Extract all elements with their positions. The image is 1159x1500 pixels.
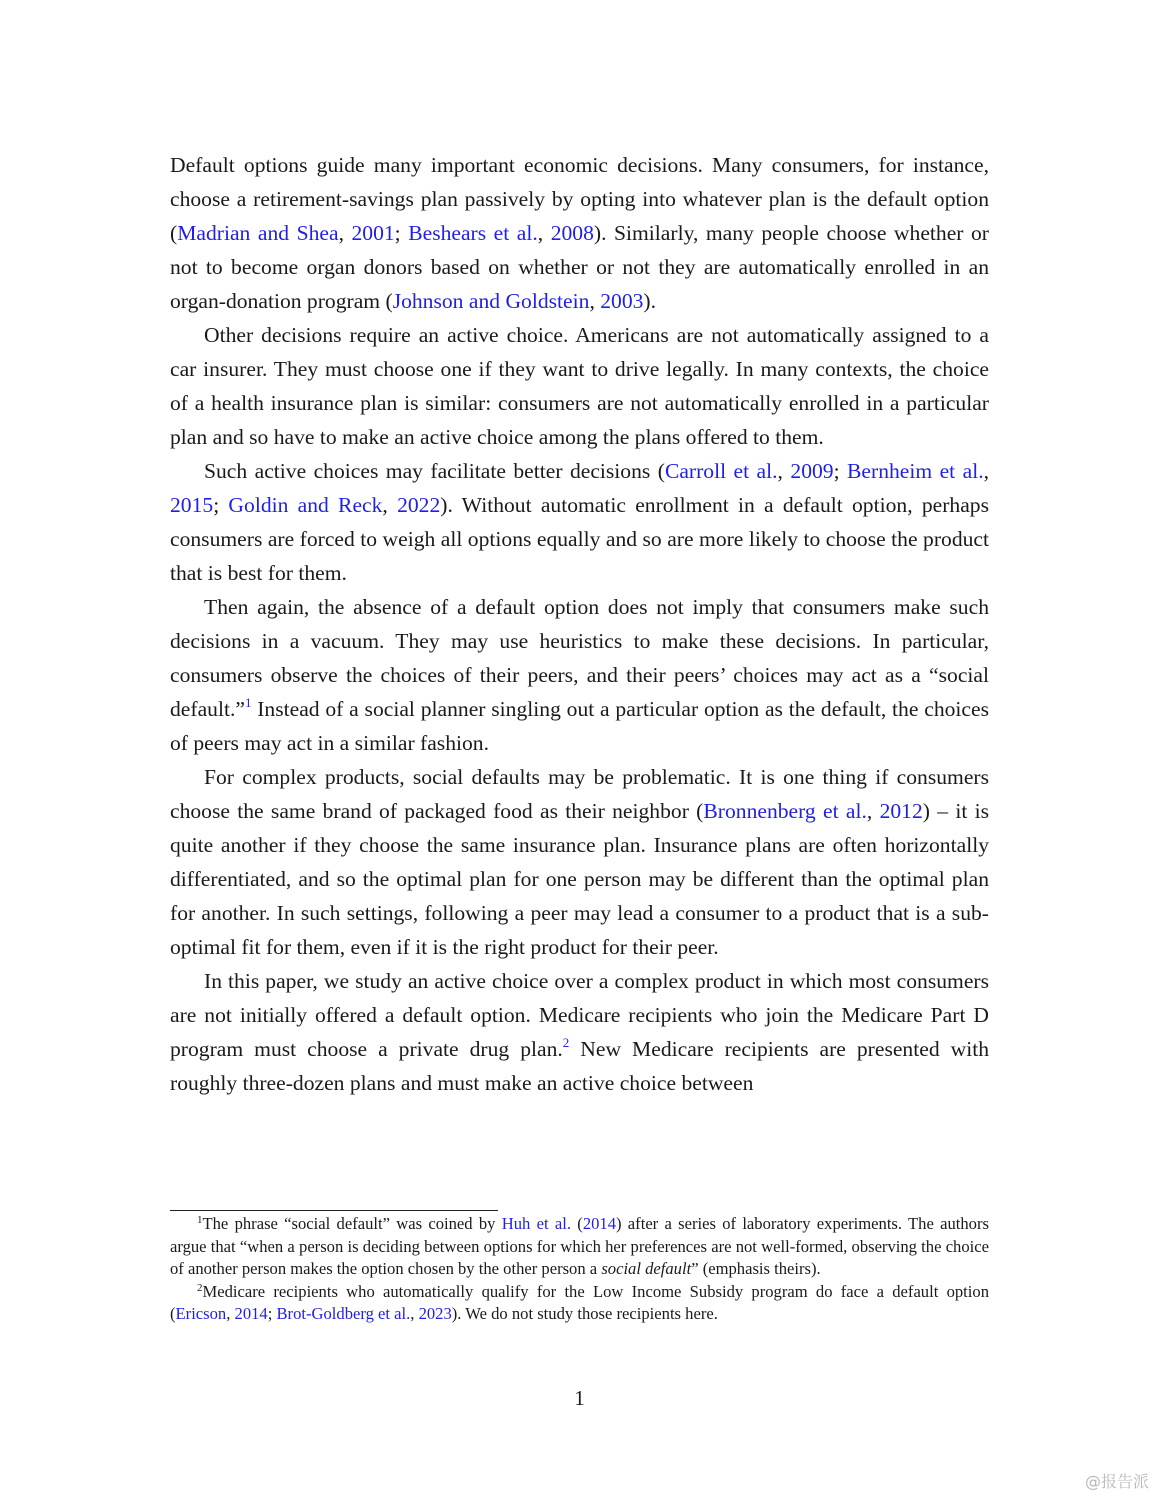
page-number: 1 xyxy=(574,1386,585,1410)
citation-link[interactable]: Madrian and Shea xyxy=(177,221,339,245)
citation-link[interactable]: Bronnenberg et al. xyxy=(703,799,867,823)
main-text xyxy=(170,148,989,1100)
citation-link[interactable]: 2014 xyxy=(234,1304,268,1324)
paragraph-2: Other decisions require an active choice. Americans are not automatically assigned to a car insurer. They must choose one if they want to drive legally. In many contexts, the choice of a health insurance plan is similar: consumers are not automatically enrolled in a particular plan and so have to make an active choice among the plans offered to them. xyxy=(170,323,989,449)
citation-link[interactable]: 2022 xyxy=(397,493,441,517)
citation-link[interactable]: Brot-Goldberg et al. xyxy=(276,1304,411,1324)
footnote-number: 1 xyxy=(197,1214,203,1226)
footnote-2: $^2$Medicare recipients who automatically qualify for the Low Income Subsidy program do face a default option (Ericson, 2014; Brot-Goldberg et al., 2023). We do not study those recipients here. xyxy=(170,1281,989,1324)
citation-link[interactable]: 2009 xyxy=(790,459,834,483)
citation-link[interactable]: 2015 xyxy=(170,493,214,517)
citation-link[interactable]: Goldin and Reck xyxy=(228,493,383,517)
citation-link[interactable]: Bernheim et al. xyxy=(847,459,984,483)
footnote-number: 2 xyxy=(197,1281,203,1294)
footnote-marker[interactable]: 1 xyxy=(244,695,252,710)
citation-link[interactable]: 2003 xyxy=(600,289,644,313)
footnotes xyxy=(170,1213,989,1326)
paragraph-1: Default options guide many important economic decisions. Many consumers, for instance, choose a retirement-savings plan passively by opting into whatever plan is the default option (Madrian and Shea, 2001; Beshears et al., 2008). Similarly, many people choose whether or not to become organ donors based on whether or not they are automatically enrolled in an organ-donation program (Johnson and Goldstein, 2003). xyxy=(170,153,989,313)
citation-link[interactable]: Huh et al. xyxy=(501,1214,571,1233)
citation-link[interactable]: Johnson and Goldstein xyxy=(392,289,590,313)
citation-link[interactable]: 2008 xyxy=(550,221,594,245)
citation-link[interactable]: 2001 xyxy=(351,221,395,245)
citation-link[interactable]: 2014 xyxy=(582,1214,616,1233)
watermark: @报告派 xyxy=(1084,1472,1149,1491)
footnote-marker[interactable]: 2 xyxy=(562,1035,570,1050)
citation-link[interactable]: Carroll et al. xyxy=(664,459,778,483)
paragraph-3: Such active choices may facilitate better decisions (Carroll et al., 2009; Bernheim et al., 2015; Goldin and Reck, 2022). Without automatic enrollment in a default option, perhaps consumers are forced to weigh all options equally and so are more likely to choose the product that is best for them. xyxy=(170,459,990,585)
paragraph-5: For complex products, social defaults may be problematic. It is one thing if consumers choose the same brand of packaged food as their neighbor (Bronnenberg et al., 2012) – it is quite another if they choose the same insurance plan. Insurance plans are often horizontally differentiated, and so the optimal plan for one person may be different than the optimal plan for another. In such settings, following a peer may lead a consumer to a product that is a sub-optimal fit for them, even if it is the right product for their peer. xyxy=(170,765,990,959)
paragraph-6: In this paper, we study an active choice over a complex product in which most consumers are not initially offered a default option. Medicare recipients who join the Medicare Part D program must choose a private drug plan.$^2$ New Medicare recipients are presented with roughly three-dozen plans and must make an active choice between xyxy=(170,969,989,1095)
citation-link[interactable]: 2023 xyxy=(418,1304,452,1324)
citation-link[interactable]: Beshears et al. xyxy=(408,221,538,245)
emphasis-text: social default xyxy=(601,1259,692,1279)
footnote-divider xyxy=(170,1210,498,1211)
citation-link[interactable]: 2012 xyxy=(879,799,923,823)
paragraph-4: Then again, the absence of a default option does not imply that consumers make such decisions in a vacuum. They may use heuristics to make these decisions. In particular, consumers observe the choices of their peers, and their peers’ choices may act as a “social default.”$^1$ Instead of a social planner singling out a particular option as the default, the choices of peers may act in a similar fashion. xyxy=(170,595,989,755)
footnote-1: $^1$The phrase “social default” was coined by Huh et al. (2014) after a series of laboratory experiments. The authors argue that “when a person is deciding between options for which her preferences are not well-formed, observing the choice of another person makes the option chosen by the other person a social default” (emphasis theirs). xyxy=(170,1214,989,1279)
citation-link[interactable]: Ericson xyxy=(175,1304,227,1324)
